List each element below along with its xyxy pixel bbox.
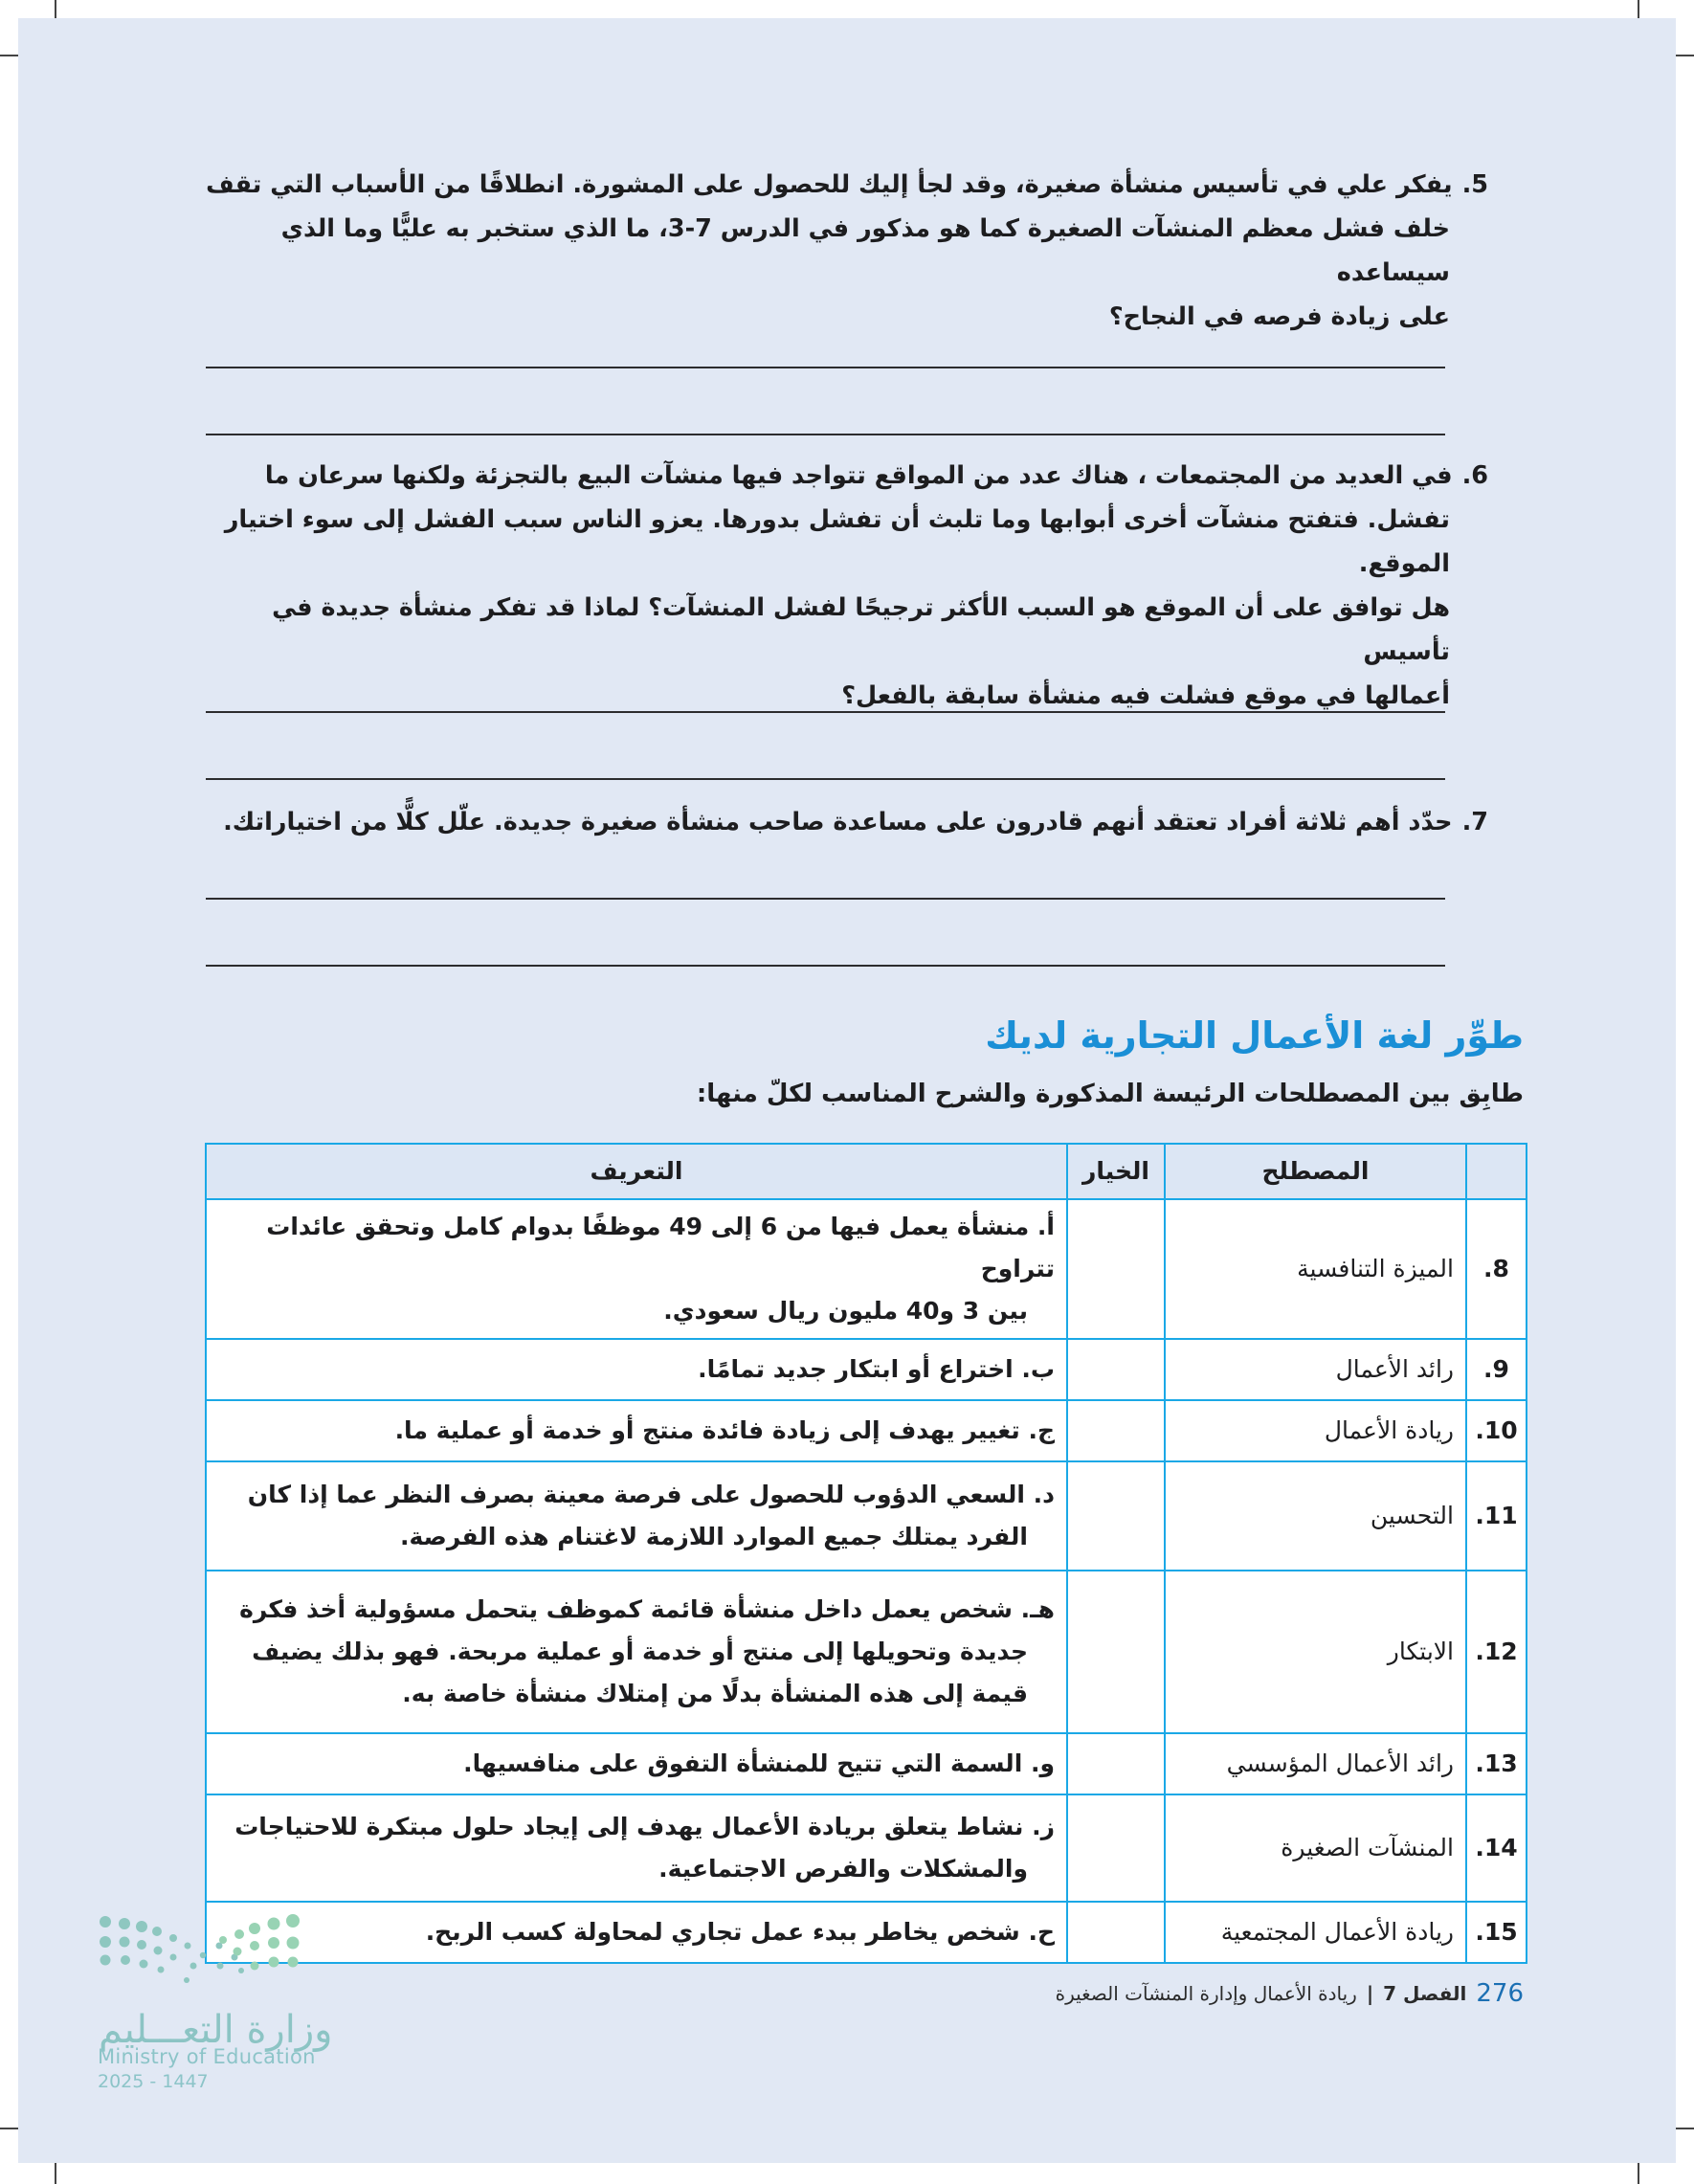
header-term: المصطلح: [1165, 1144, 1466, 1199]
row-number: 9.: [1466, 1339, 1527, 1400]
section-instruction: طابِق بين المصطلحات الرئيسة المذكورة والشرح المناسب لكلّ منها:: [696, 1080, 1524, 1108]
row-number: 14.: [1466, 1794, 1527, 1902]
row-number: 12.: [1466, 1571, 1527, 1733]
row-definition: و. السمة التي تتيح للمنشأة التفوق على منافسيها.: [206, 1733, 1067, 1794]
question-5: 5.يفكر علي في تأسيس منشأة صغيرة، وقد لجأ إليك للحصول على المشورة. انطلاقًا من الأسباب التي تقف خلف فشل معظم المنشآت الصغيرة كما هو مذكور في الدرس 7-3، ما الذي ستخبر به عليًّا وما الذي سيساعده على زيادة فرصه في النجاح؟: [206, 170, 1488, 331]
row-term: رائد الأعمال المؤسسي: [1165, 1733, 1466, 1794]
answer-line[interactable]: [206, 711, 1445, 713]
table-row: [206, 1794, 1527, 1902]
table-row: [206, 1400, 1527, 1461]
table-row: [206, 1902, 1527, 1963]
row-number: 15.: [1466, 1902, 1527, 1963]
header-definition: التعريف: [206, 1144, 1067, 1199]
row-definition: أ. منشأة يعمل فيها من 6 إلى 49 موظفًا بدوام كامل وتحقق عائدات تتراوح بين 3 و40 مليون ريال سعودي.: [206, 1199, 1067, 1339]
question-number: 6.: [1461, 461, 1488, 490]
row-definition: ح. شخص يخاطر ببدء عمل تجاري لمحاولة كسب الربح.: [206, 1902, 1067, 1963]
choice-cell[interactable]: [1067, 1199, 1165, 1339]
ministry-name-english: Ministry of Education: [98, 2045, 316, 2068]
table-header-row: [206, 1144, 1527, 1199]
row-term: التحسين: [1165, 1461, 1466, 1571]
question-7: 7.حدّد أهم ثلاثة أفراد تعتقد أنهم قادرون على مساعدة صاحب منشأة صغيرة جديدة. علّل كلًّا من اختياراتك.: [223, 808, 1488, 836]
table-row: [206, 1339, 1527, 1400]
ministry-year: 2025 - 1447: [98, 2071, 209, 2092]
choice-cell[interactable]: [1067, 1902, 1165, 1963]
chapter-label: الفصل 7: [1383, 1982, 1467, 2005]
choice-cell[interactable]: [1067, 1339, 1165, 1400]
dots-logo-icon: [96, 1914, 306, 2000]
choice-cell[interactable]: [1067, 1733, 1165, 1794]
ministry-logo: [96, 1914, 306, 2000]
row-term: ريادة الأعمال المجتمعية: [1165, 1902, 1466, 1963]
section-title: طوِّر لغة الأعمال التجارية لديك: [985, 1014, 1524, 1057]
page-footer: [1056, 1979, 1524, 2008]
matching-table: [205, 1143, 1527, 1964]
choice-cell[interactable]: [1067, 1794, 1165, 1902]
choice-cell[interactable]: [1067, 1461, 1165, 1571]
table-row: [206, 1571, 1527, 1733]
row-term: الميزة التنافسية: [1165, 1199, 1466, 1339]
row-number: 11.: [1466, 1461, 1527, 1571]
question-6: 6.في العديد من المجتمعات ، هناك عدد من المواقع تتواجد فيها منشآت البيع بالتجزئة ولكنها سرعان ما تفشل. فتفتح منشآت أخرى أبوابها وما تلبث أن تفشل بدورها. يعزو الناس سبب الفشل إلى سوء اختيار الموقع. هل توافق على أن الموقع هو السبب الأكثر ترجيحًا لفشل المنشآت؟ لماذا قد تفكر منشأة جديدة في تأسيس أعمالها في موقع فشلت فيه منشأة سابقة بالفعل؟: [224, 461, 1488, 710]
row-term: المنشآت الصغيرة: [1165, 1794, 1466, 1902]
table-row: [206, 1733, 1527, 1794]
row-term: ريادة الأعمال: [1165, 1400, 1466, 1461]
question-number: 5.: [1461, 170, 1488, 199]
row-definition: ب. اختراع أو ابتكار جديد تمامًا.: [206, 1339, 1067, 1400]
answer-line[interactable]: [206, 367, 1445, 368]
row-term: الابتكار: [1165, 1571, 1466, 1733]
answer-line[interactable]: [206, 898, 1445, 900]
answer-line[interactable]: [206, 778, 1445, 780]
row-definition: د. السعي الدؤوب للحصول على فرصة معينة بصرف النظر عما إذا كان الفرد يمتلك جميع الموارد اللازمة لاغتنام هذه الفرصة.: [206, 1461, 1067, 1571]
choice-cell[interactable]: [1067, 1400, 1165, 1461]
answer-line[interactable]: [206, 434, 1445, 435]
row-definition: ز. نشاط يتعلق بريادة الأعمال يهدف إلى إيجاد حلول مبتكرة للاحتياجات والمشكلات والفرص الاجتماعية.: [206, 1794, 1067, 1902]
footer-separator: |: [1366, 1982, 1374, 2005]
row-term: رائد الأعمال: [1165, 1339, 1466, 1400]
row-number: 8.: [1466, 1199, 1527, 1339]
page-number: 276: [1476, 1979, 1524, 2008]
row-definition: ج. تغيير يهدف إلى زيادة فائدة منتج أو خدمة أو عملية ما.: [206, 1400, 1067, 1461]
question-number: 7.: [1461, 808, 1488, 836]
row-number: 13.: [1466, 1733, 1527, 1794]
row-definition: هـ. شخص يعمل داخل منشأة قائمة كموظف يتحمل مسؤولية أخذ فكرة جديدة وتحويلها إلى منتج أو خدمة أو عملية مربحة. فهو بذلك يضيف قيمة إلى هذه المنشأة بدلًا من إمتلاك منشأة خاصة به.: [206, 1571, 1067, 1733]
answer-line[interactable]: [206, 965, 1445, 967]
table-row: [206, 1199, 1527, 1339]
header-choice: الخيار: [1067, 1144, 1165, 1199]
row-number: 10.: [1466, 1400, 1527, 1461]
chapter-title: ريادة الأعمال وإدارة المنشآت الصغيرة: [1055, 1982, 1357, 2005]
header-number: [1466, 1144, 1527, 1199]
ministry-name-arabic: وزارة التعـــليم: [99, 2008, 333, 2052]
choice-cell[interactable]: [1067, 1571, 1165, 1733]
table-row: [206, 1461, 1527, 1571]
